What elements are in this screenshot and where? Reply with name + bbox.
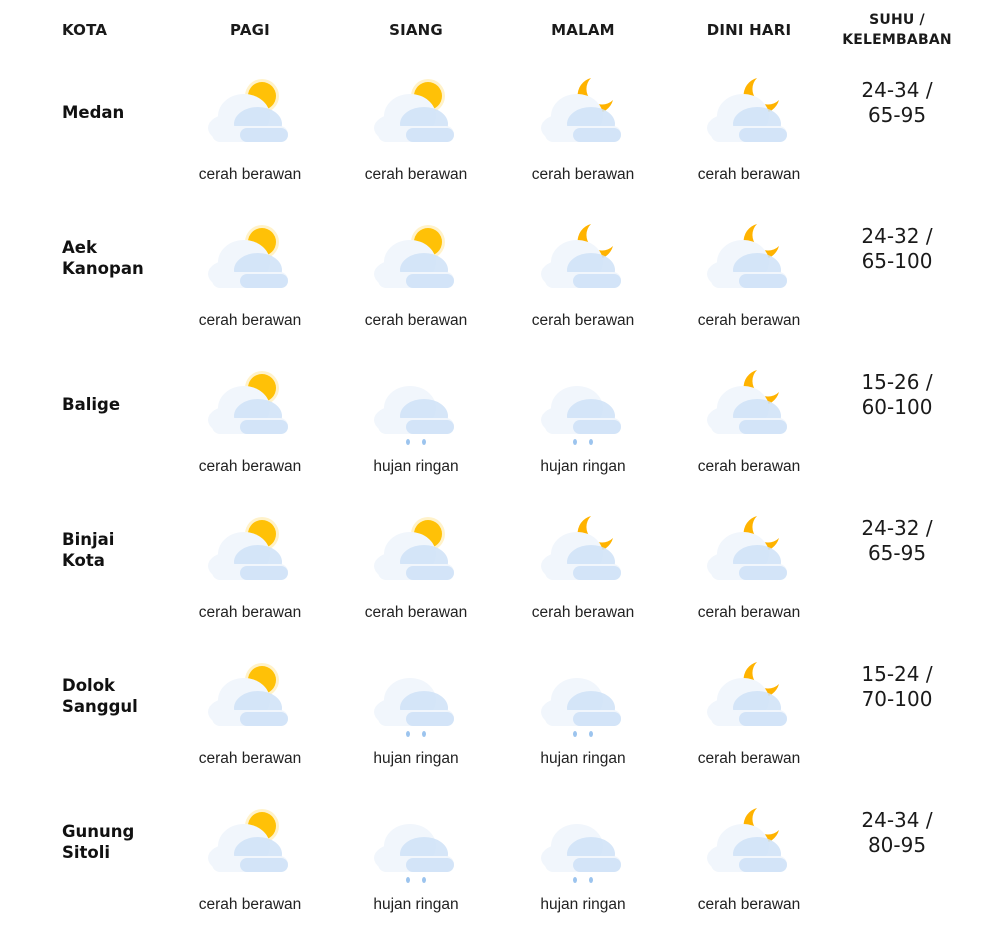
forecast-cell	[331, 500, 501, 646]
forecast-cell	[498, 646, 668, 792]
weather-description: cerah berawan	[697, 458, 801, 475]
forecast-cell	[165, 208, 335, 354]
table-header	[0, 0, 1000, 60]
weather-description: hujan ringan	[373, 458, 459, 475]
forecast-cell	[664, 500, 834, 646]
forecast-cell	[498, 354, 668, 500]
weather-description: cerah berawan	[198, 604, 302, 621]
table-row	[0, 646, 1000, 792]
rain-cloud-icon	[366, 362, 466, 442]
moon-cloud-icon	[699, 362, 799, 442]
temperature-humidity: 24-34 / 80-95	[861, 808, 933, 857]
city-name: Gunung Sitoli	[62, 822, 135, 862]
weather-description: cerah berawan	[697, 896, 801, 913]
forecast-cell	[331, 208, 501, 354]
header-malam: MALAM	[551, 21, 615, 39]
header-pagi: PAGI	[230, 21, 270, 39]
forecast-cell	[331, 646, 501, 792]
weather-description: hujan ringan	[540, 458, 626, 475]
city-name: Dolok Sanggul	[62, 676, 138, 716]
moon-cloud-icon	[699, 508, 799, 588]
header-siang: SIANG	[389, 21, 443, 39]
forecast-cell	[664, 208, 834, 354]
weather-description: cerah berawan	[364, 604, 468, 621]
table-row	[0, 792, 1000, 938]
sun-cloud-icon	[200, 70, 300, 150]
forecast-cell	[165, 646, 335, 792]
rain-cloud-icon	[366, 800, 466, 880]
forecast-cell	[498, 792, 668, 938]
table-row	[0, 208, 1000, 354]
forecast-cell	[664, 792, 834, 938]
header-dini-hari: DINI HARI	[706, 21, 792, 39]
forecast-cell	[165, 500, 335, 646]
forecast-cell	[498, 500, 668, 646]
moon-cloud-icon	[533, 70, 633, 150]
moon-cloud-icon	[533, 508, 633, 588]
temperature-humidity: 15-24 / 70-100	[861, 662, 933, 711]
moon-cloud-icon	[699, 70, 799, 150]
moon-cloud-icon	[699, 216, 799, 296]
weather-description: cerah berawan	[697, 312, 801, 329]
weather-description: hujan ringan	[373, 750, 459, 767]
table-row	[0, 354, 1000, 500]
weather-description: cerah berawan	[198, 166, 302, 183]
weather-description: cerah berawan	[531, 166, 635, 183]
weather-description: cerah berawan	[364, 166, 468, 183]
forecast-cell	[165, 354, 335, 500]
rain-cloud-icon	[533, 800, 633, 880]
weather-description: cerah berawan	[198, 458, 302, 475]
weather-description: hujan ringan	[540, 896, 626, 913]
sun-cloud-icon	[366, 508, 466, 588]
weather-description: cerah berawan	[198, 312, 302, 329]
weather-description: cerah berawan	[697, 166, 801, 183]
weather-description: hujan ringan	[540, 750, 626, 767]
city-name: Binjai Kota	[62, 530, 115, 570]
weather-description: cerah berawan	[531, 604, 635, 621]
sun-cloud-icon	[366, 216, 466, 296]
sun-cloud-icon	[200, 216, 300, 296]
weather-description: hujan ringan	[373, 896, 459, 913]
sun-cloud-icon	[200, 800, 300, 880]
header-kota: KOTA	[62, 21, 108, 39]
weather-description: cerah berawan	[198, 750, 302, 767]
temperature-humidity: 24-32 / 65-100	[861, 224, 933, 273]
forecast-cell	[664, 62, 834, 208]
forecast-cell	[331, 792, 501, 938]
forecast-cell	[498, 208, 668, 354]
forecast-cell	[165, 62, 335, 208]
weather-description: cerah berawan	[697, 604, 801, 621]
city-name: Aek Kanopan	[62, 238, 144, 278]
moon-cloud-icon	[699, 654, 799, 734]
forecast-cell	[664, 354, 834, 500]
weather-description: cerah berawan	[531, 312, 635, 329]
city-name: Balige	[62, 394, 121, 414]
temperature-humidity: 24-32 / 65-95	[861, 516, 933, 565]
moon-cloud-icon	[699, 800, 799, 880]
table-row	[0, 62, 1000, 208]
sun-cloud-icon	[366, 70, 466, 150]
forecast-cell	[664, 646, 834, 792]
rain-cloud-icon	[533, 654, 633, 734]
rain-cloud-icon	[366, 654, 466, 734]
temperature-humidity: 24-34 / 65-95	[861, 78, 933, 127]
sun-cloud-icon	[200, 508, 300, 588]
weather-description: cerah berawan	[364, 312, 468, 329]
header-suhu-kelembaban: SUHU / KELEMBABAN	[842, 12, 952, 48]
forecast-cell	[165, 792, 335, 938]
rain-cloud-icon	[533, 362, 633, 442]
sun-cloud-icon	[200, 362, 300, 442]
temperature-humidity: 15-26 / 60-100	[861, 370, 933, 419]
forecast-cell	[498, 62, 668, 208]
city-name: Medan	[62, 102, 125, 122]
moon-cloud-icon	[533, 216, 633, 296]
forecast-cell	[331, 62, 501, 208]
weather-description: cerah berawan	[198, 896, 302, 913]
sun-cloud-icon	[200, 654, 300, 734]
table-row	[0, 500, 1000, 646]
weather-description: cerah berawan	[697, 750, 801, 767]
forecast-cell	[331, 354, 501, 500]
